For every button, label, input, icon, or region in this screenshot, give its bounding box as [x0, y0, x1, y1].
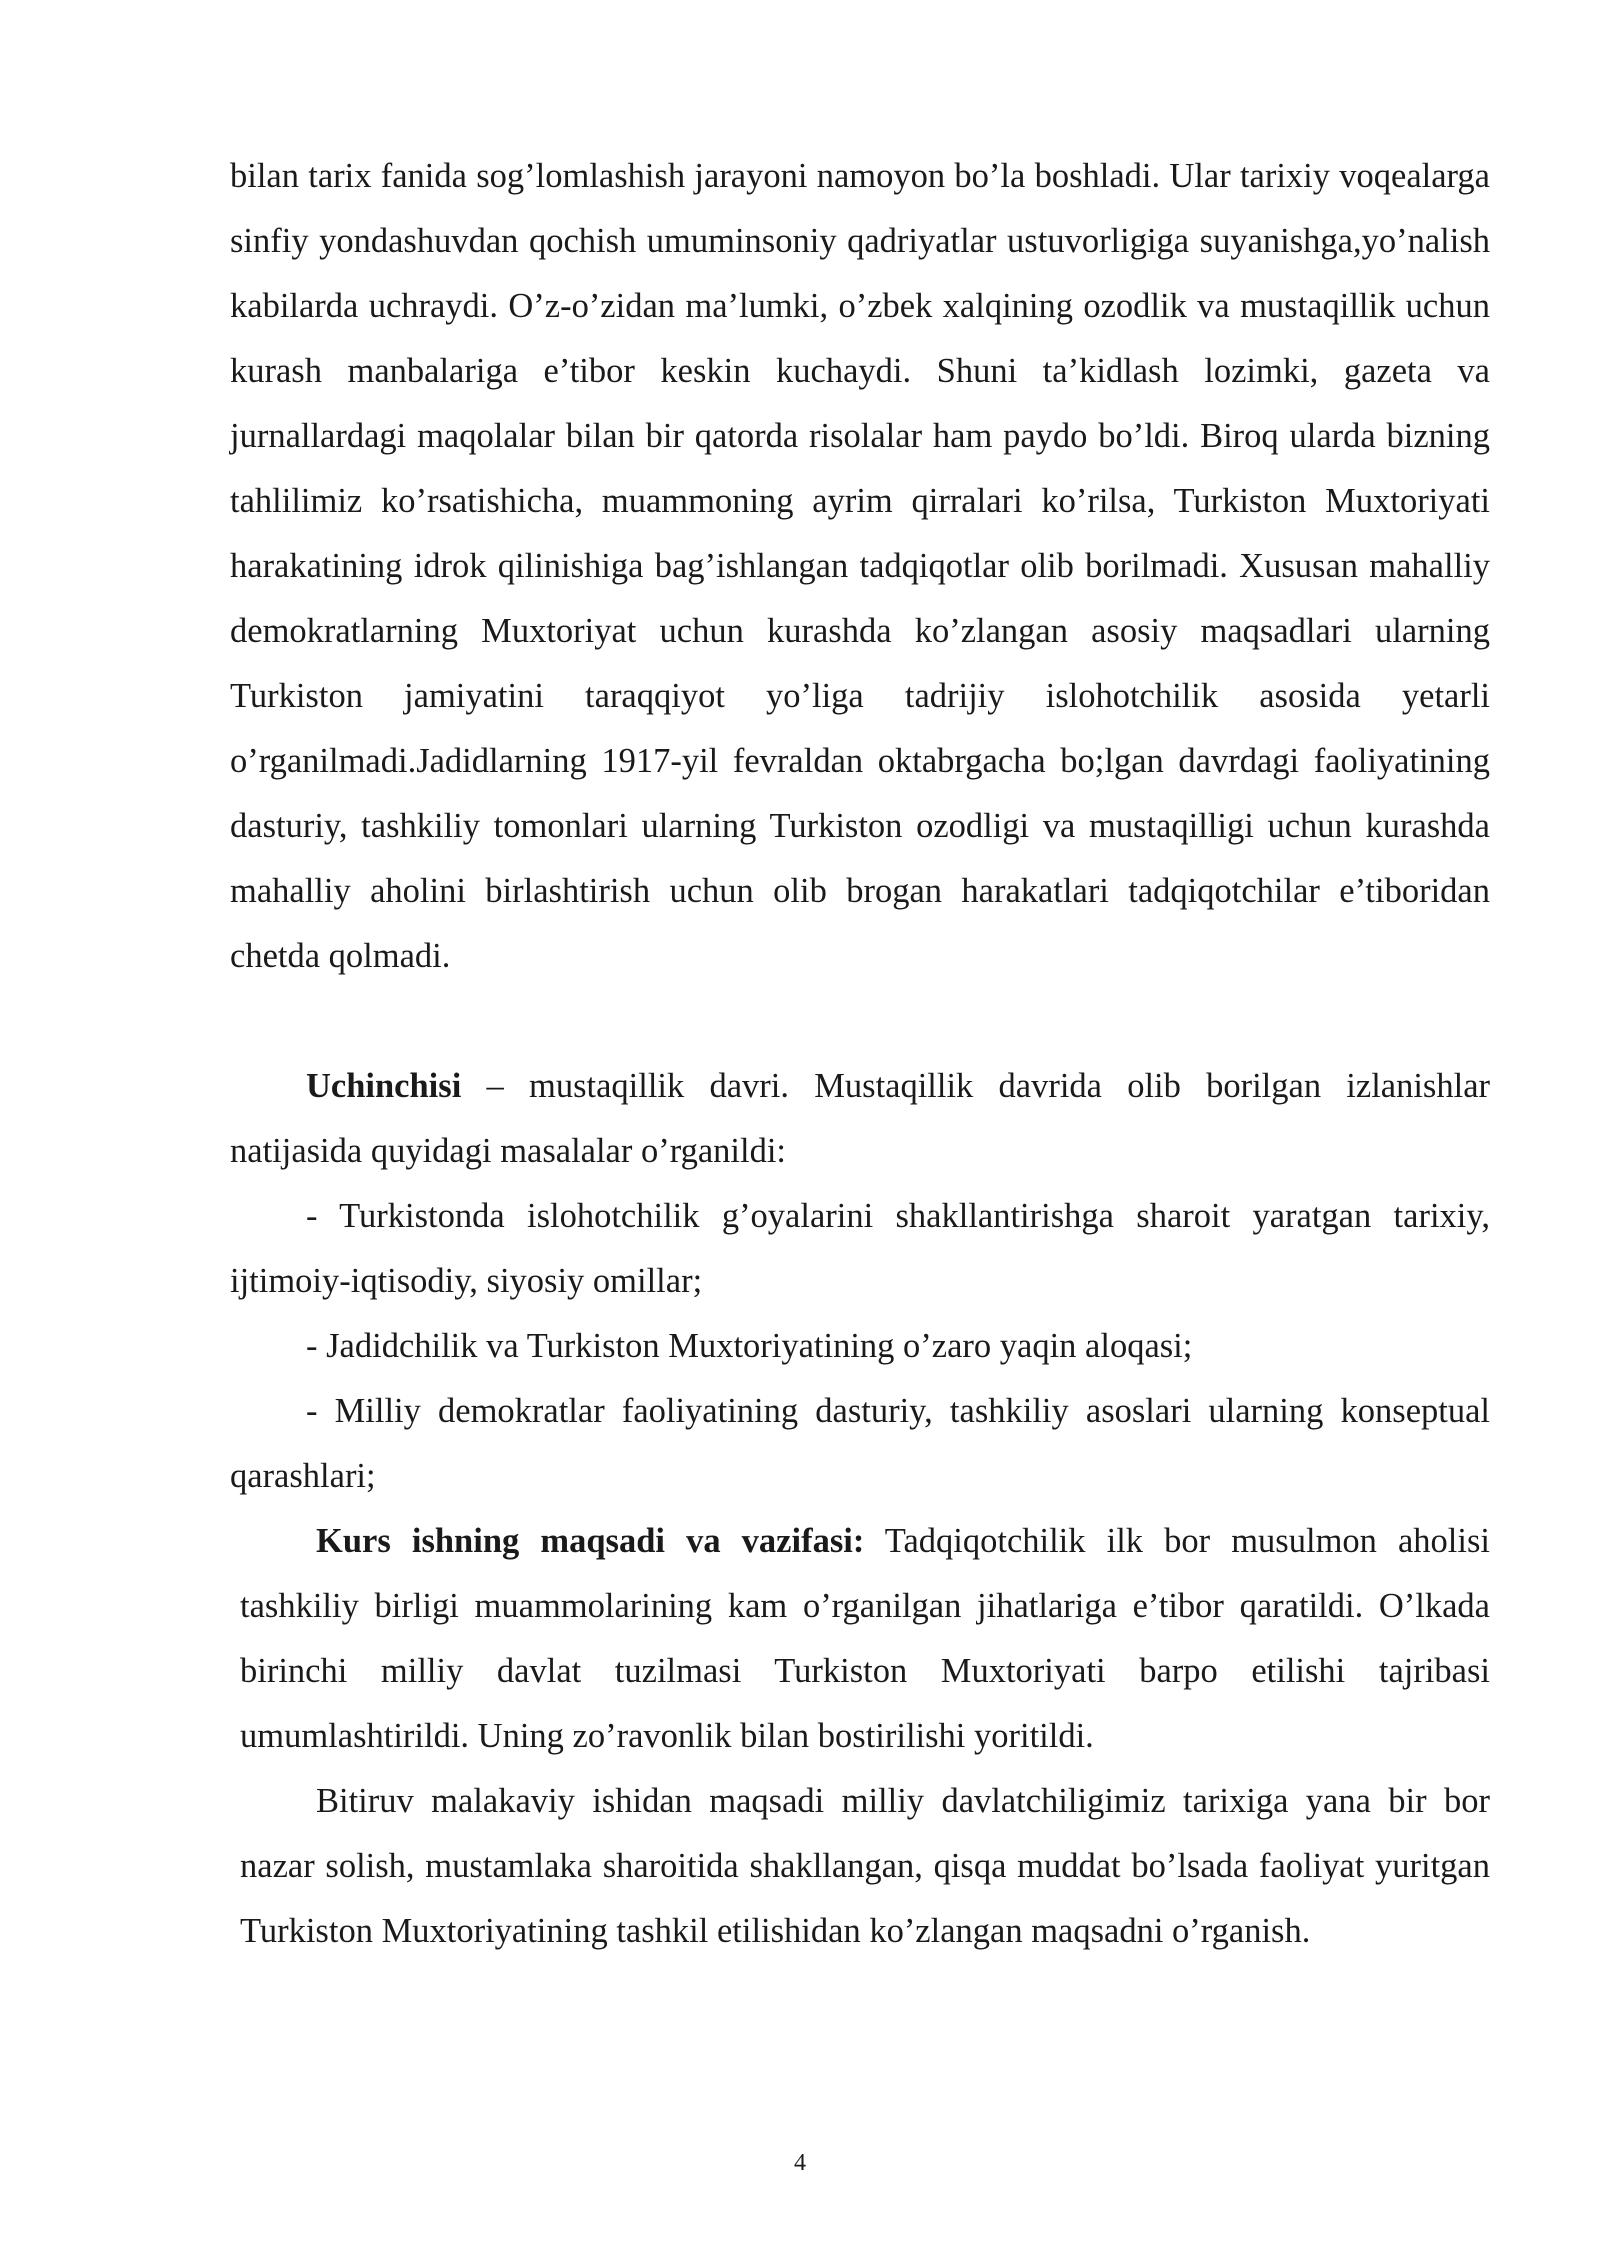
paragraph-goal-text: Tadqiqotchilik ilk bor musulmon aholisi tashkiliy birligi muammolarining kam o’rganilgan jihatlariga e’tibor qaratildi. O’lkada birinchi milliy davlat tuzilmasi Turkiston Muxtoriyati barpo etilishi tajribasi umumlashtirildi. Uning zo’ravonlik bilan bostirilishi yoritildi. — [240, 1522, 1490, 1755]
list-item: - Turkistonda islohotchilik g’oyalarini shakllantirishga sharoit yaratgan tarixiy, ijtimoiy-iqtisodiy, siyosiy omillar; — [230, 1197, 1490, 1300]
paragraph-intro: bilan tarix fanida sog’lomlashish jarayoni namoyon bo’la boshladi. Ular tarixiy voqealarga sinfiy yondashuvdan qochish umuminsoniy qadriyatlar ustuvorligiga suyanishga,yo’nalish kabilarda uchraydi. O’z-o’zidan ma’lumki, o’zbek xalqining ozodlik va mustaqillik uchun kurash manbalariga e’tibor keskin kuchaydi. Shuni ta’kidlash lozimki, gazeta va jurnallardagi maqolalar bilan bir qatorda risolalar ham paydo bo’ldi. Biroq ularda bizning tahlilimiz ko’rsatishicha, muammoning ayrim qirralari ko’rilsa, Turkiston Muxtoriyati harakatining idrok qilinishiga bag’ishlangan tadqiqotlar olib borilmadi. Xususan mahalliy demokratlarning Muxtoriyat uchun kurashda ko’zlangan asosiy maqsadlari ularning Turkiston jamiyatini taraqqiyot yo’liga tadrijiy islohotchilik asosida yetarli o’rganilmadi.Jadidlarning 1917-yil fevraldan oktabrgacha bo;lgan davrdagi faoliyatining dasturiy, tashkiliy tomonlari ularning Turkiston ozodligi va mustaqilligi uchun kurashda mahalliy aholini birlashtirish uchun olib brogan harakatlari tadqiqotchilar e’tiboridan chetda qolmadi. — [230, 157, 1490, 975]
paragraph-goal — [240, 1509, 1490, 1769]
heading-uchinchisi: Uchinchisi — [306, 1067, 462, 1105]
list-item: - Milliy demokratlar faoliyatining dasturiy, tashkiliy asoslari ularning konseptual qarashlari; — [230, 1392, 1490, 1495]
page-number: 4 — [794, 2150, 806, 2176]
heading-goal: Kurs ishning maqsadi va vazifasi: — [316, 1522, 865, 1560]
paragraph-thesis-aim: Bitiruv malakaviy ishidan maqsadi milliy davlatchiligimiz tarixiga yana bir bor nazar solish, mustamlaka sharoitida shakllangan, qisqa muddat bo’lsada faoliyat yuritgan Turkiston Muxtoriyatining tashkil etilishidan ko’zlangan maqsadni o’rganish. — [240, 1782, 1490, 1950]
list-item: - Jadidchilik va Turkiston Muxtoriyatining o’zaro yaqin aloqasi; — [306, 1327, 1193, 1365]
paragraph-third-period-text: – mustaqillik davri. Mustaqillik davrida olib borilgan izlanishlar natijasida quyidagi masalalar o’rganildi: — [230, 1067, 1490, 1170]
paragraph-third-period — [230, 1054, 1490, 1184]
